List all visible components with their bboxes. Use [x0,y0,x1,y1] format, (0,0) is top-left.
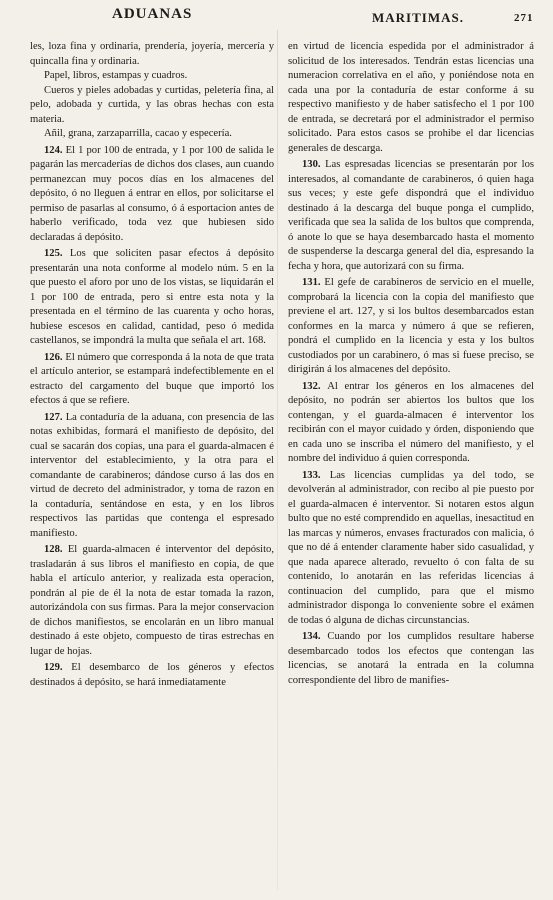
article-number: 131. [302,277,325,288]
paragraph-text: El guarda-almacen é interventor del depósito, trasladarán á sus libros el manifiesto en copia, de que habla el artículo anterior, y realizada esta operacion, pondrán al pie de él la nota de estar tomada la razon, autorizándola con sus firmas. Para la mejor conservacion de dichos manifiestos, se encolarán en un libro manual destinado á este objeto, compuesto de tiras estrechas en lugar de hojas. [30,544,274,657]
article-number: 126. [44,351,66,363]
paragraph-text: Papel, libros, estampas y cuadros. [44,70,188,81]
paragraph-text: El 1 por 100 de entrada, y 1 por 100 de salida le pagarán las mercaderías de dichos dos clases, aun cuando permanezcan muy pocos días en los almacenes del depósito, ó no lleguen á entrar en ellos, por solicitarse el permiso de pasarlas al consumo, ó á esportacion antes de haberlo verificado, toda vez que hubiesen sido declaradas á depósito. [30,144,274,243]
right-column [288,40,534,688]
article-number: 125. [44,248,70,259]
paragraph [30,411,274,542]
paragraph-text: La contaduría de la aduana, con presencia de las notas exhibidas, formará el manifiesto de depósito, del cual se sacarán dos copias, una para el guarda-almacen é interventor del establecimiento, y la otra para el comandante de carabineros; dándose curso á las dos en virtud de decreto del administrador, y toma de razon en la contaduría, sentándose en esta, y en los libros respectivos las partidas que contenga el espresado manifiesto. [30,411,275,539]
paragraph [30,247,274,349]
paragraph [30,144,274,246]
paragraph [30,543,274,659]
left-column [30,40,274,690]
paragraph-text: El gefe de carabineros de servicio en el muelle, comprobará la licencia con la copia del manifiesto que previene el art. 127, y si los bultos desembarcados estan conformes en la marca y número á que se refieren, pondrá el cumplido en la licencia y esta y los bultos custodiados por un carabinero, ó mas si fuese preciso, se dirigirán á los almacenes del depósito. [288,277,534,375]
paragraph-text: Los que soliciten pasar efectos á depósito presentarán una nota conforme al modelo núm. 5 en la que puesto el aforo por uno de los vistas, se liquidarán el 1 por 100 de entrada, pero si entre esta nota y la presentada en el término de las cuarenta y ocho horas, hubiese escesos en calidad, cantidad, peso ó medida castellanos, se impondrá la multa que señala el art. 168. [30,248,275,346]
paragraph [30,40,274,69]
paragraph [288,276,534,378]
header-right-title: MARITIMAS. [372,10,464,25]
page-number: 271 [514,12,534,24]
article-number: 134. [302,631,328,642]
paragraph [30,351,274,409]
column-gutter [277,30,278,890]
paragraph-text: El desembarco de los géneros y efectos destinados á depósito, se hará inmediatamente [30,662,274,688]
paragraph [30,127,274,142]
paragraph-text: en virtud de licencia espedida por el administrador á solicitud de los interesados. Tendrán estas licencias una numeracion correlativa en el año, y poniéndose nota en cada una por la contaduría de estar conforme á su respectivo manifiesto y de haber satisfecho el 1 por 100 de entrada, se decretará por el administrador el permiso solicitado. Para estos casos se prohibe el dar licencias generales de descarga. [288,41,534,154]
paragraph-text: Las espresadas licencias se presentarán por los interesados, al comandante de carabineros, ó quien haga sus veces; y este gefe dispondrá que el individuo destinado á la descarga del buque ponga el cumplido, verificada que sea la salida de los bultos que comprenda, ó anote lo que se haya desembarcado hasta el momento de suspenderse la descarga general del dia, espresando la fecha y hora, que autorizará con su firma. [288,159,535,272]
paragraph [288,40,534,156]
paragraph [288,630,534,688]
paragraph [288,158,534,274]
article-number: 128. [44,544,68,555]
paragraph-text: El número que corresponda á la nota de que trata el artículo anterior, se estampará indefectiblemente en el estracto del cargamento del buque que importó los efectos á que se refiere. [30,351,275,406]
paragraph-text: Añil, grana, zarzaparrilla, cacao y especería. [44,128,232,139]
paragraph [288,469,534,629]
article-number: 129. [44,662,72,673]
article-number: 133. [302,469,330,481]
header-left-title: ADUANAS [112,6,193,22]
paragraph-text: les, loza fina y ordinaria, prendería, joyería, mercería y quincalla fina y ordinaria. [30,41,274,67]
running-header [0,6,553,28]
article-number: 127. [44,411,66,423]
article-number: 124. [44,144,66,156]
paragraph-text: Cueros y pieles adobadas y curtidas, peletería fina, al pelo, adobada y curtida, y las obras hechas con esta materia. [30,84,274,125]
article-number: 132. [302,380,328,392]
paragraph [288,380,534,467]
paragraph [30,661,274,690]
paragraph [30,84,274,128]
paragraph-text: Al entrar los géneros en los almacenes del depósito, no podrán ser abiertos los bultos que los contengan, y el guarda-almacen é interventor los recibirán con el mayor cuidado y órden, disponiendo que en cada uno se inscriba el número del manifiesto, y el nombre del individuo á quien corresponda. [288,380,534,464]
paragraph-text: Cuando por los cumplidos resultare haberse desembarcado todos los efectos que contengan las licencias, se anotará la entrada en la columna correspondiente del libro de manifies- [288,631,535,686]
article-number: 130. [302,159,326,170]
paragraph [30,69,274,84]
paragraph-text: Las licencias cumplidas ya del todo, se devolverán al administrador, con recibo al pie puesto por el guarda-almacen é interventor. Si notaren estos algun bulto que no esté comprendido en aquellas, inesactitud en las marcas y números, envases fracturados con malicia, ó que no dé á entender claramente haber sido casualidad, y que nada aparece alterado, revuelto ó con falta de su contenido, lo anotarán en las referidas licencias á continuacion del cumplido, para que el mismo administrador disponga lo conveniente sobre el exámen de todas ó alguna de dichas circunstancias. [288,469,534,626]
